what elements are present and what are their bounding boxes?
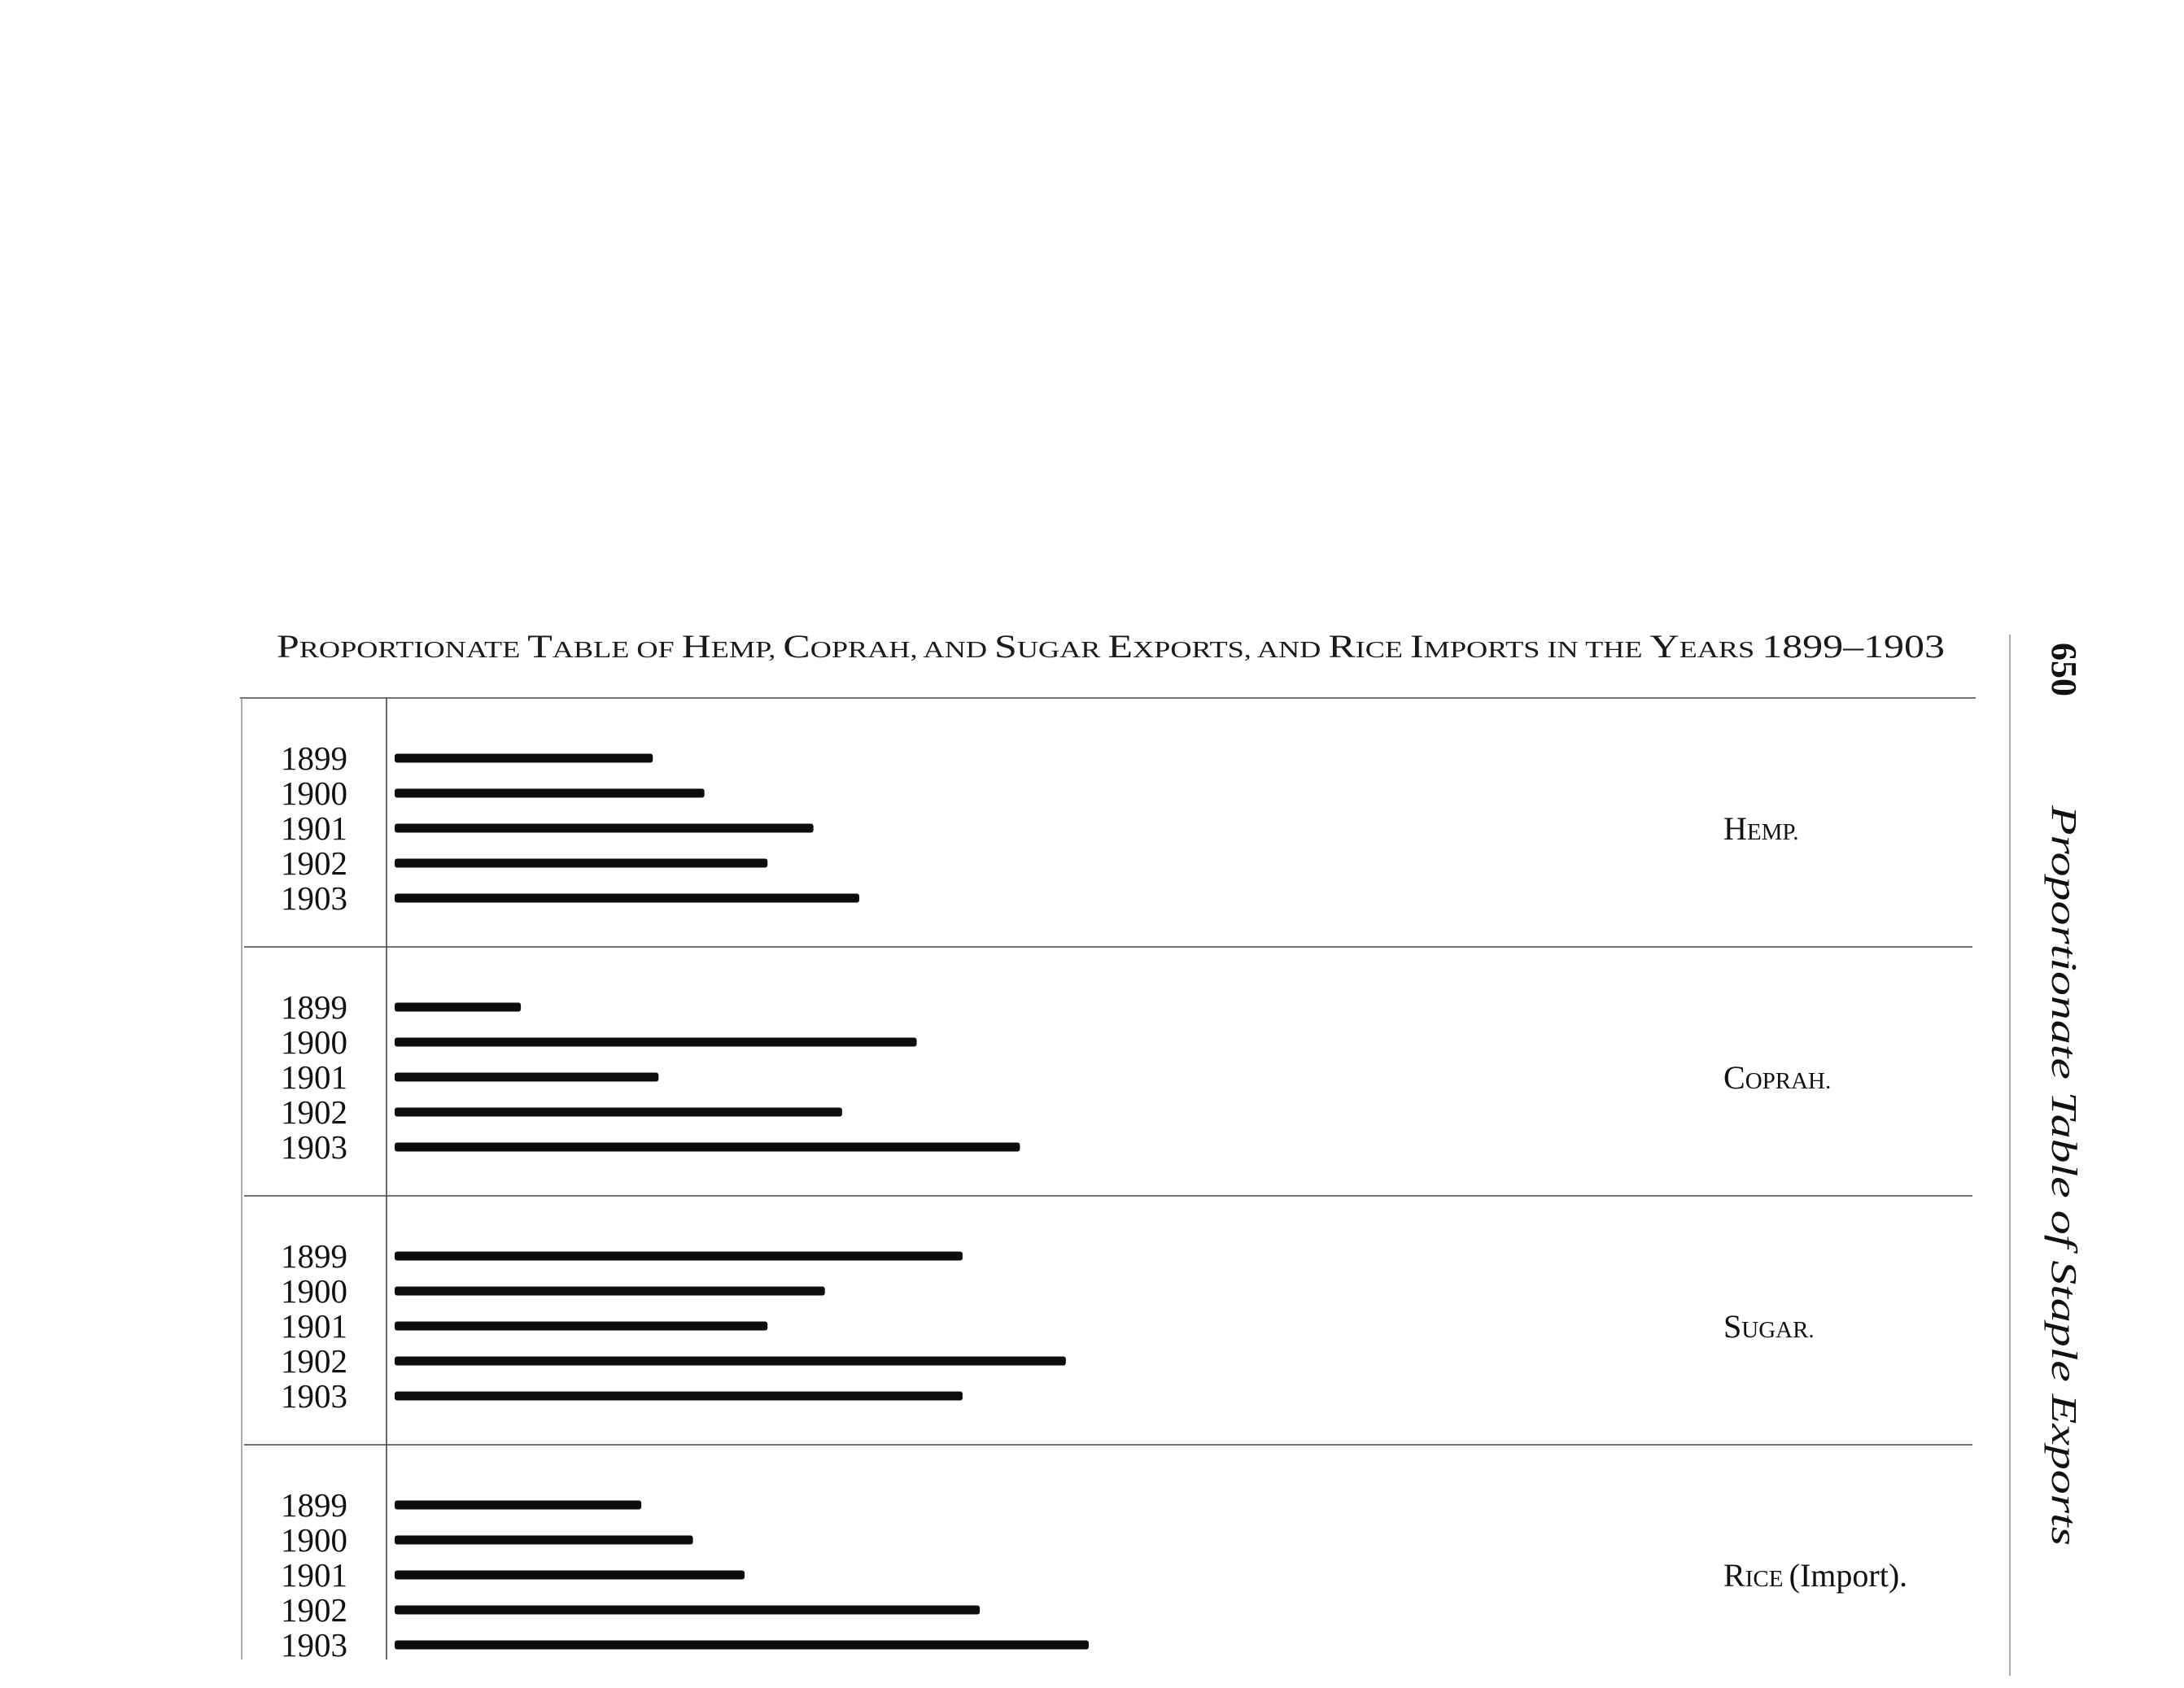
small-cap-run: EARS	[1679, 637, 1745, 663]
year-label: 1903	[281, 1377, 347, 1415]
capital-run: R	[1328, 628, 1351, 665]
bar-1903	[395, 1392, 963, 1401]
year-label: 1902	[281, 1591, 347, 1629]
small-cap-run: ABLE OF	[552, 637, 657, 663]
running-title: Proportionate Table of Staple Exports	[2044, 805, 2084, 1350]
bar-1902	[395, 1108, 842, 1117]
bar-1902	[395, 1357, 1066, 1366]
year-label: 1899	[281, 739, 347, 777]
year-label: 1903	[281, 1626, 347, 1664]
year-label: 1900	[281, 1272, 347, 1310]
capital-run: C	[783, 628, 806, 665]
capital-run: S	[994, 628, 1013, 665]
bar-1900	[395, 1038, 917, 1047]
bar-1901	[395, 824, 814, 833]
capital-run: 1899–1903	[1762, 628, 1909, 665]
capital-run: (Import).	[1789, 1557, 1908, 1594]
category-label	[1723, 810, 1799, 847]
bar-1902	[395, 1606, 980, 1615]
year-label: 1903	[281, 1128, 347, 1166]
small-cap-run: OPRAH, AND	[810, 637, 958, 663]
running-head	[2044, 643, 2084, 1546]
capital-run: T	[527, 628, 548, 665]
small-cap-run: ICE	[1745, 1566, 1789, 1592]
bar-1903	[395, 1641, 1089, 1650]
panel-coprah	[281, 988, 1831, 1166]
panel-rice-import	[281, 1486, 1907, 1664]
year-label: 1901	[281, 809, 347, 847]
small-cap-run: XPORTS, AND	[1133, 637, 1290, 663]
small-cap-run: ICE	[1355, 637, 1400, 663]
year-label: 1900	[281, 1521, 347, 1559]
page-number: 650	[2044, 643, 2084, 696]
panel-sugar	[281, 1237, 1815, 1415]
year-label: 1901	[281, 1307, 347, 1345]
year-label: 1902	[281, 1093, 347, 1131]
capital-run: R	[1723, 1557, 1745, 1594]
capital-run: E	[1107, 628, 1128, 665]
year-label: 1901	[281, 1058, 347, 1096]
category-label	[1723, 1059, 1831, 1096]
bar-1902	[395, 859, 767, 868]
bar-1900	[395, 1287, 825, 1296]
bar-1899	[395, 754, 653, 763]
capital-run: H	[681, 628, 705, 665]
bar-1903	[395, 894, 859, 903]
small-cap-run: UGAR.	[1741, 1317, 1815, 1343]
small-cap-run: ROPORTIONATE	[299, 637, 483, 663]
year-label: 1902	[281, 844, 347, 882]
bar-1900	[395, 1536, 693, 1545]
bar-1899	[395, 1501, 641, 1510]
chart-panels	[281, 739, 1907, 1664]
year-label: 1899	[281, 1237, 347, 1275]
small-cap-run: EMP,	[710, 637, 769, 663]
capital-run: C	[1723, 1059, 1745, 1096]
category-label	[1723, 1308, 1815, 1345]
small-cap-run: UGAR	[1016, 637, 1090, 663]
capital-run: S	[1723, 1308, 1742, 1345]
small-cap-run: OPRAH.	[1745, 1068, 1832, 1094]
small-cap-run: MPORTS IN THE	[1423, 637, 1605, 663]
bar-1903	[395, 1143, 1020, 1152]
bar-1901	[395, 1322, 767, 1331]
capital-run: H	[1723, 810, 1747, 847]
year-label: 1900	[281, 774, 347, 812]
capital-run: P	[277, 628, 295, 665]
year-label: 1903	[281, 879, 347, 917]
category-label	[1723, 1557, 1907, 1594]
chart-title	[277, 628, 1945, 665]
bar-1899	[395, 1003, 521, 1012]
bar-1901	[395, 1571, 745, 1580]
bar-1899	[395, 1252, 963, 1261]
year-label: 1899	[281, 1486, 347, 1524]
panel-hemp	[281, 739, 1799, 917]
capital-run: I	[1410, 628, 1422, 665]
bar-1900	[395, 789, 705, 798]
bar-1901	[395, 1073, 658, 1082]
capital-run: Y	[1649, 628, 1674, 665]
small-cap-run: EMP.	[1746, 819, 1799, 845]
year-label: 1901	[281, 1556, 347, 1594]
year-label: 1900	[281, 1023, 347, 1061]
year-label: 1899	[281, 988, 347, 1026]
year-label: 1902	[281, 1342, 347, 1380]
